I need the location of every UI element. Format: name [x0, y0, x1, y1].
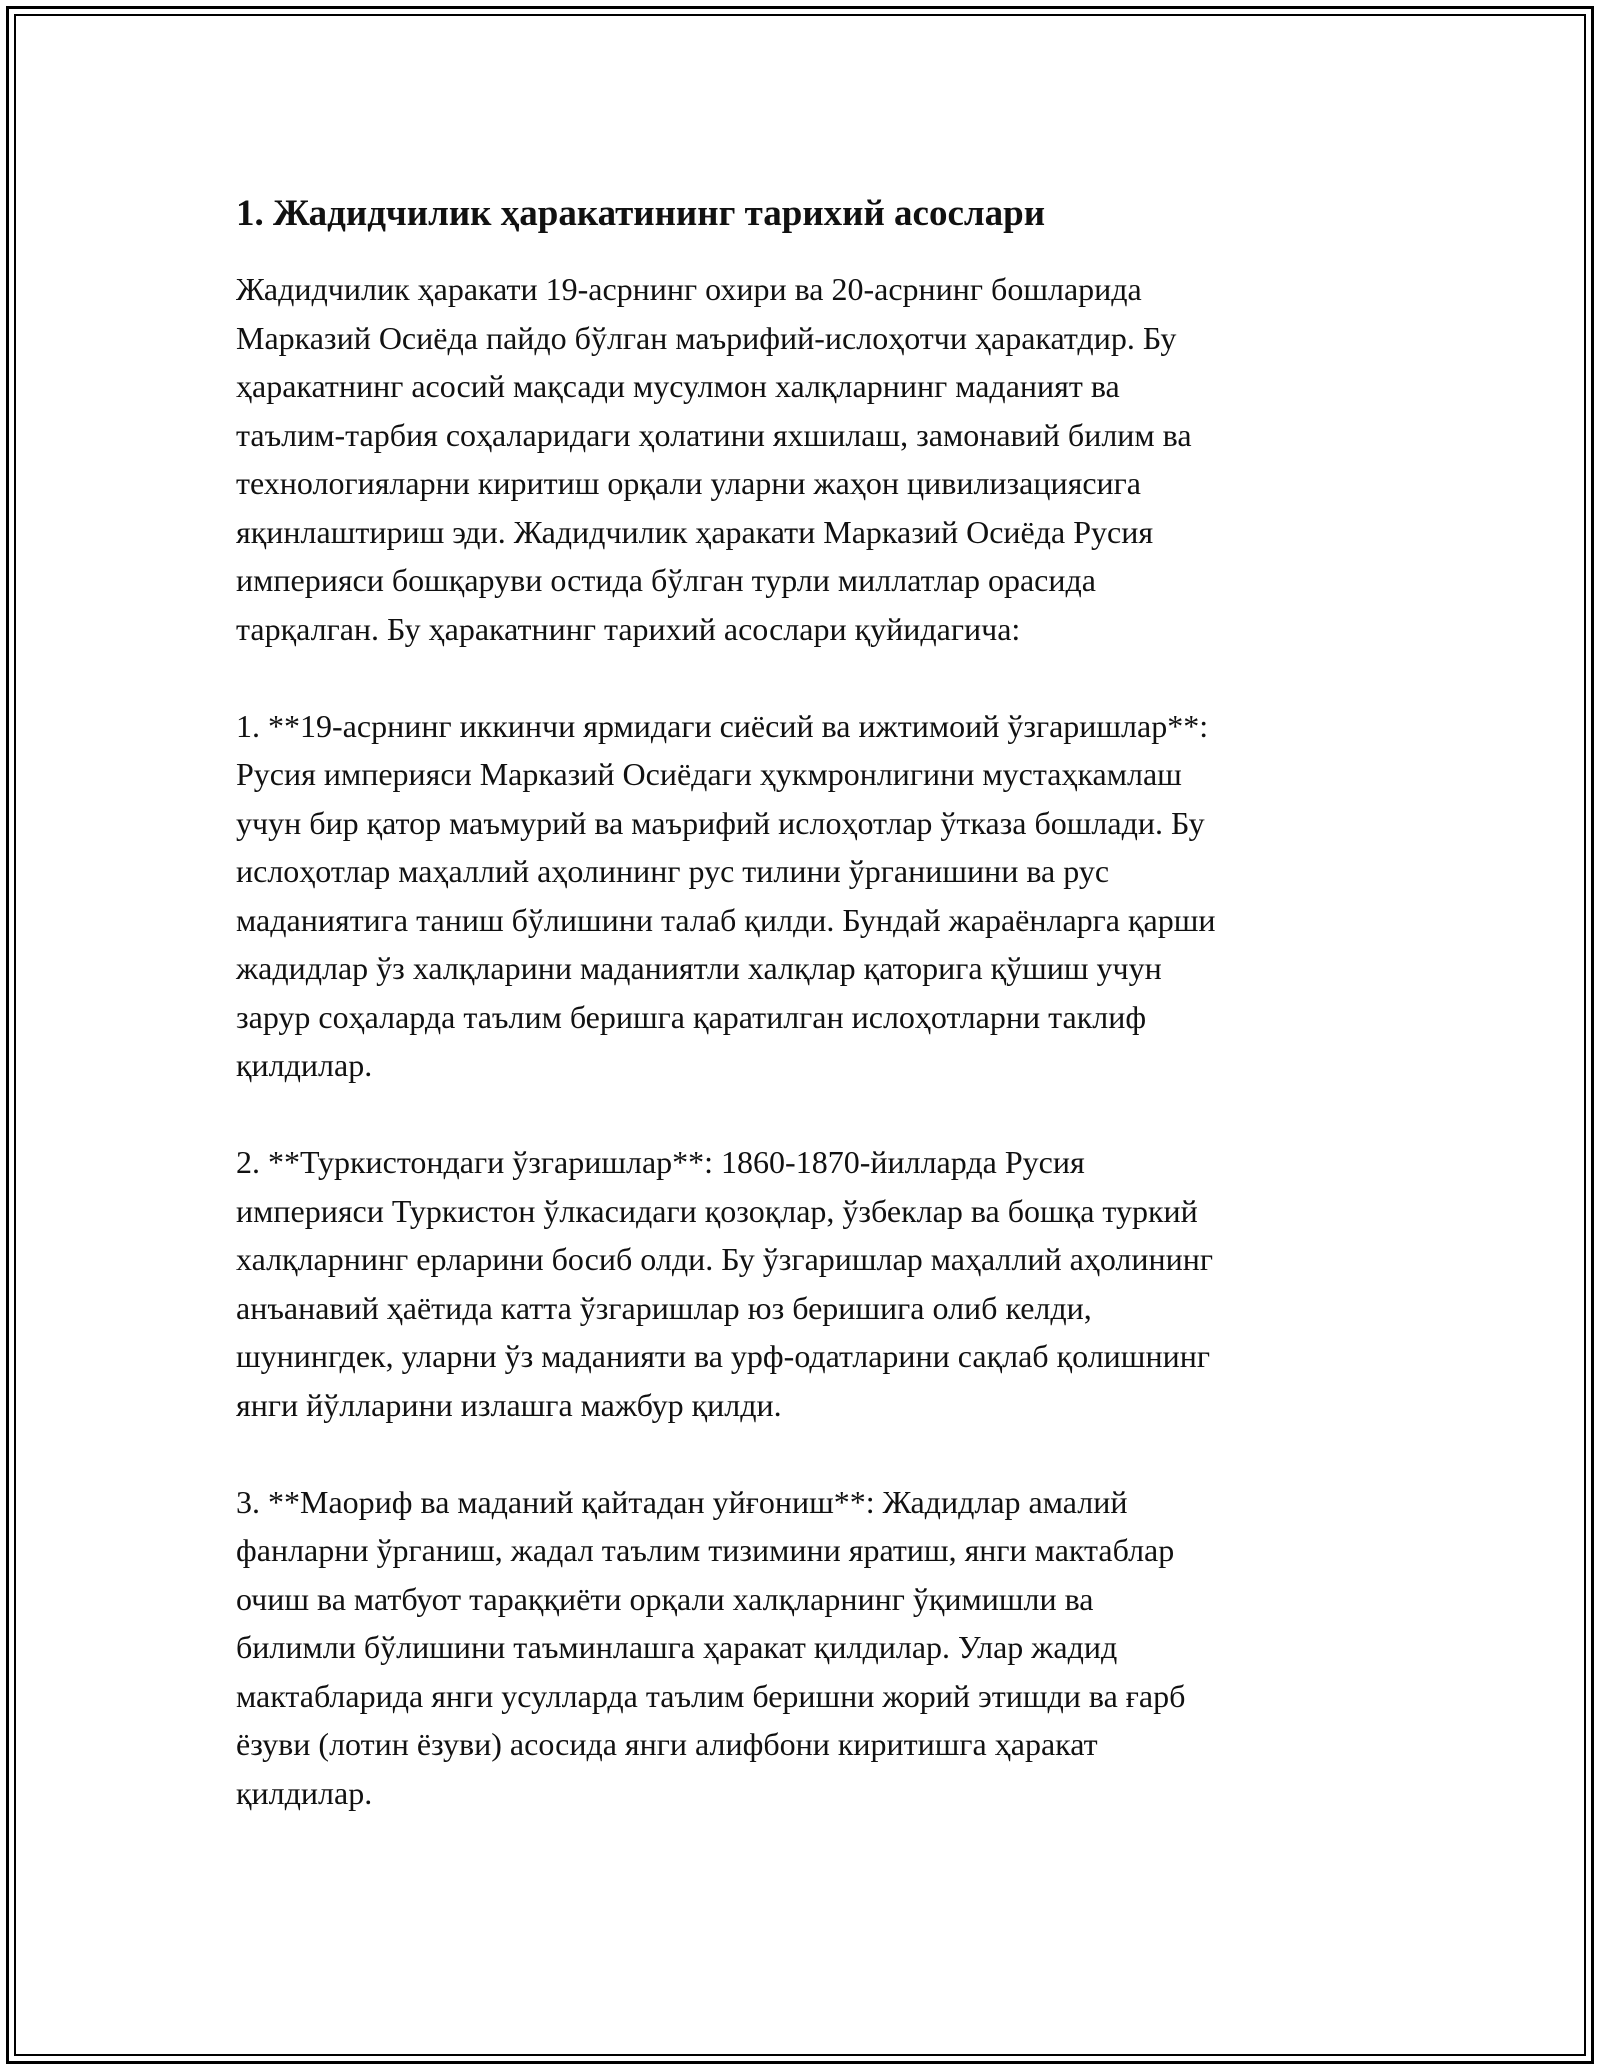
text-line: ҳаракатнинг асосий мақсади мусулмон халқларнинг маданият ва — [236, 368, 1120, 404]
text-line: шунингдек, уларни ўз маданияти ва урф-одатларини сақлаб қолишнинг — [236, 1338, 1210, 1374]
text-line: очиш ва матбуот тараққиёти орқали халқларнинг ўқимишли ва — [236, 1580, 1094, 1617]
text-line: билимли бўлишини таъминлашга ҳаракат қилдилар. Улар жадид — [236, 1629, 1118, 1665]
list-item-paragraph-1 — [236, 702, 1366, 1090]
text-line: яқинлаштириш эди. Жадидчилик ҳаракати Марказий Осиёда Русия — [236, 513, 1154, 550]
text-line: 2. **Туркистондаги ўзгаришлар**: 1860-1870-йилларда Русия — [236, 1144, 1085, 1180]
document-body — [236, 190, 1366, 1866]
text-line: тарқалган. Бу ҳаракатнинг тарихий асослари қуйидагича: — [236, 610, 1021, 647]
text-line: технологияларни киритиш орқали уларни жаҳон цивилизациясига — [236, 465, 1141, 501]
text-line: Жадидчилик ҳаракати 19-асрнинг охири ва 20-асрнинг бошларида — [236, 271, 1142, 307]
text-line: 3. **Маориф ва маданий қайтадан уйғониш**: Жадидлар амалий — [236, 1483, 1128, 1520]
text-line: жадидлар ўз халқларини маданиятли халқлар қаторига қўшиш учун — [236, 950, 1162, 986]
text-line: фанларни ўрганиш, жадал таълим тизимини яратиш, янги мактаблар — [236, 1532, 1175, 1568]
list-item-paragraph-3 — [236, 1478, 1366, 1818]
text-line: империяси Туркистон ўлкасидаги қозоқлар, ўзбеклар ва бошқа туркий — [236, 1192, 1198, 1229]
text-line: қилдилар. — [236, 1774, 373, 1811]
text-line: Русия империяси Марказий Осиёдаги ҳукмронлигини мустаҳкамлаш — [236, 756, 1182, 792]
intro-paragraph — [236, 265, 1366, 653]
text-line: ёзуви (лотин ёзуви) асосида янги алифбони киритишга ҳаракат — [236, 1726, 1098, 1762]
text-line: учун бир қатор маъмурий ва маърифий ислоҳотлар ўтказа бошлади. Бу — [236, 804, 1205, 841]
text-line: зарур соҳаларда таълим беришга қаратилган ислоҳотларни таклиф — [236, 998, 1147, 1035]
text-line: ислоҳотлар маҳаллий аҳолининг рус тилини ўрганишини ва рус — [236, 853, 1110, 889]
list-item-paragraph-2 — [236, 1138, 1366, 1429]
text-line: маданиятига таниш бўлишини талаб қилди. Бундай жараёнларга қарши — [236, 901, 1216, 938]
text-line: таълим-тарбия соҳаларидаги ҳолатини яхшилаш, замонавий билим ва — [236, 416, 1192, 453]
text-line: 1. **19-асрнинг иккинчи ярмидаги сиёсий ва ижтимоий ўзгаришлар**: — [236, 707, 1209, 744]
text-line: мактабларида янги усулларда таълим беришни жорий этишди ва ғарб — [236, 1677, 1186, 1714]
text-line: янги йўлларини излашга мажбур қилди. — [236, 1386, 782, 1423]
document-heading: 1. Жадидчилик ҳаракатининг тарихий асослари — [236, 193, 1046, 234]
text-line: империяси бошқаруви остида бўлган турли миллатлар орасида — [236, 562, 1096, 598]
text-line: анъанавий ҳаётида катта ўзгаришлар юз беришига олиб келди, — [236, 1289, 1092, 1326]
text-line: Марказий Осиёда пайдо бўлган маърифий-ислоҳотчи ҳаракатдир. Бу — [236, 319, 1177, 356]
text-line: қилдилар. — [236, 1047, 373, 1083]
text-line: халқларнинг ерларини босиб олди. Бу ўзгаришлар маҳаллий аҳолининг — [236, 1241, 1213, 1277]
